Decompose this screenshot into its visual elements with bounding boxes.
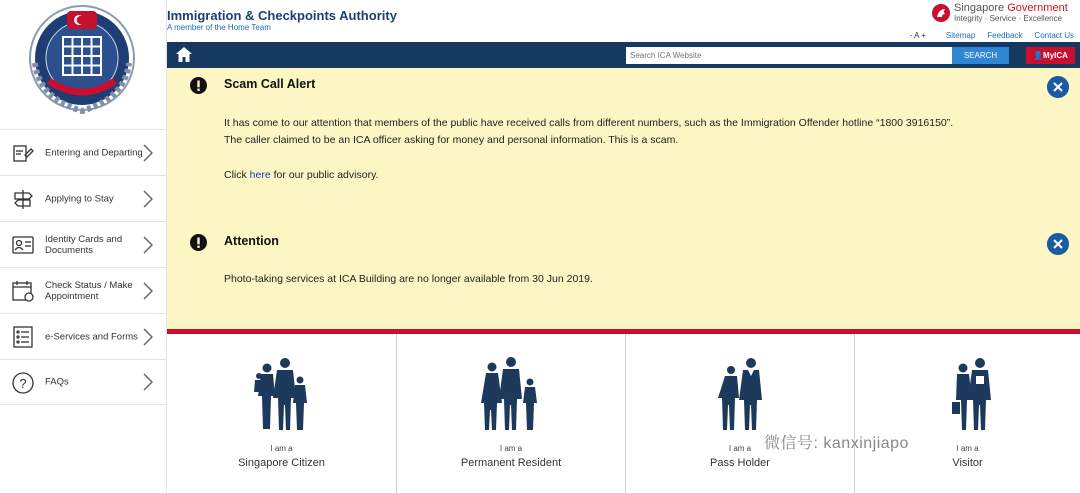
alert-line: It has come to our attention that members of the public have received calls from different numbers, such as the Immigration Offender hotline “1800 3916150”. <box>224 117 954 129</box>
sidebar-item-label: Identity Cards and Documents <box>45 233 123 256</box>
wechat-watermark: 微信号: kanxinjiapo <box>764 435 909 452</box>
signpost-icon <box>11 187 35 211</box>
alert-advisory <box>224 167 1054 184</box>
card-pass-holder[interactable] <box>626 334 855 493</box>
sitemap-link[interactable]: Sitemap <box>945 31 976 40</box>
card-title: Pass Holder <box>710 457 770 469</box>
alert-banner <box>167 68 1080 329</box>
header <box>167 0 1080 42</box>
card-title: Singapore Citizen <box>238 457 325 469</box>
alert-title: Scam Call Alert <box>224 77 316 91</box>
advisory-post: for our public advisory. <box>270 169 379 181</box>
gov-title-a: Singapore <box>954 2 1008 14</box>
sidebar <box>0 0 167 493</box>
chevron-right-icon <box>143 373 153 391</box>
chevron-right-icon <box>143 236 153 254</box>
alert-line: The caller claimed to be an ICA officer asking for money and personal information. This is a scam. <box>224 134 679 146</box>
calendar-icon <box>11 279 35 303</box>
family-figure-icon <box>237 356 327 431</box>
sidebar-item-entering-departing[interactable] <box>0 129 167 175</box>
utility-links <box>910 31 1074 40</box>
gov-title <box>954 2 1068 14</box>
card-title: Permanent Resident <box>460 457 562 469</box>
form-list-icon <box>11 325 35 349</box>
text-size-controls[interactable]: - A + <box>909 31 926 40</box>
ica-crest-logo[interactable] <box>27 3 137 121</box>
chevron-right-icon <box>143 190 153 208</box>
sidebar-item-label: Entering and Departing <box>45 147 143 158</box>
card-prefix: I am a <box>728 444 752 453</box>
feedback-link[interactable]: Feedback <box>987 31 1023 40</box>
myica-button[interactable] <box>1026 47 1075 64</box>
top-navbar <box>167 42 1080 68</box>
contact-us-link[interactable]: Contact Us <box>1034 31 1074 40</box>
sidebar-item-label: Check Status / Make Appointment <box>45 279 133 302</box>
sidebar-item-faqs[interactable] <box>0 359 167 405</box>
close-icon[interactable] <box>1047 76 1069 98</box>
sidebar-item-label: FAQs <box>45 376 69 388</box>
chevron-right-icon <box>143 144 153 162</box>
search-button[interactable]: SEARCH <box>952 47 1009 64</box>
svg-text:?: ? <box>19 376 27 391</box>
advisory-pre: Click <box>224 169 250 181</box>
user-icon: 👤 <box>1033 51 1044 60</box>
card-prefix: I am a <box>956 444 979 453</box>
sidebar-item-label: e-Services and Forms <box>45 331 138 342</box>
question-icon <box>11 371 35 395</box>
workers-figure-icon <box>695 356 785 431</box>
myica-label: MyICA <box>1043 51 1068 60</box>
singapore-lion-logo[interactable] <box>931 3 951 23</box>
alert-title: Attention <box>224 234 279 248</box>
search-input[interactable] <box>626 47 952 64</box>
card-prefix: I am a <box>270 444 293 453</box>
gov-tagline: Integrity · Service · Excellence <box>954 14 1063 23</box>
gov-title-b: Government <box>1007 2 1068 14</box>
card-permanent-resident[interactable] <box>397 334 626 493</box>
sidebar-item-check-status[interactable] <box>0 267 167 313</box>
exclamation-icon <box>190 77 207 94</box>
passport-stamp-icon <box>11 141 35 165</box>
family-figure-icon <box>466 356 556 431</box>
card-singapore-citizen[interactable] <box>167 334 397 493</box>
travellers-figure-icon <box>923 356 1013 431</box>
card-prefix: I am a <box>499 444 523 453</box>
id-card-icon <box>11 233 35 257</box>
exclamation-icon <box>190 234 207 251</box>
sidebar-item-identity-cards[interactable] <box>0 221 167 267</box>
sidebar-nav <box>0 129 167 405</box>
agency-name[interactable]: Immigration & Checkpoints Authority <box>167 8 397 23</box>
persona-cards <box>167 334 1080 493</box>
close-icon[interactable] <box>1047 233 1069 255</box>
sidebar-item-applying-to-stay[interactable] <box>0 175 167 221</box>
card-visitor[interactable] <box>855 334 1080 493</box>
card-title: Visitor <box>952 457 983 469</box>
chevron-right-icon <box>143 328 153 346</box>
sidebar-item-label: Applying to Stay <box>45 193 114 204</box>
chevron-right-icon <box>143 282 153 300</box>
home-icon[interactable] <box>175 46 193 63</box>
alert-body: Photo-taking services at ICA Building are no longer available from 30 Jun 2019. <box>224 273 593 285</box>
agency-tagline: A member of the Home Team <box>167 23 271 32</box>
alert-body <box>224 115 1054 149</box>
sidebar-item-eservices[interactable] <box>0 313 167 359</box>
advisory-link[interactable]: here <box>249 169 271 181</box>
